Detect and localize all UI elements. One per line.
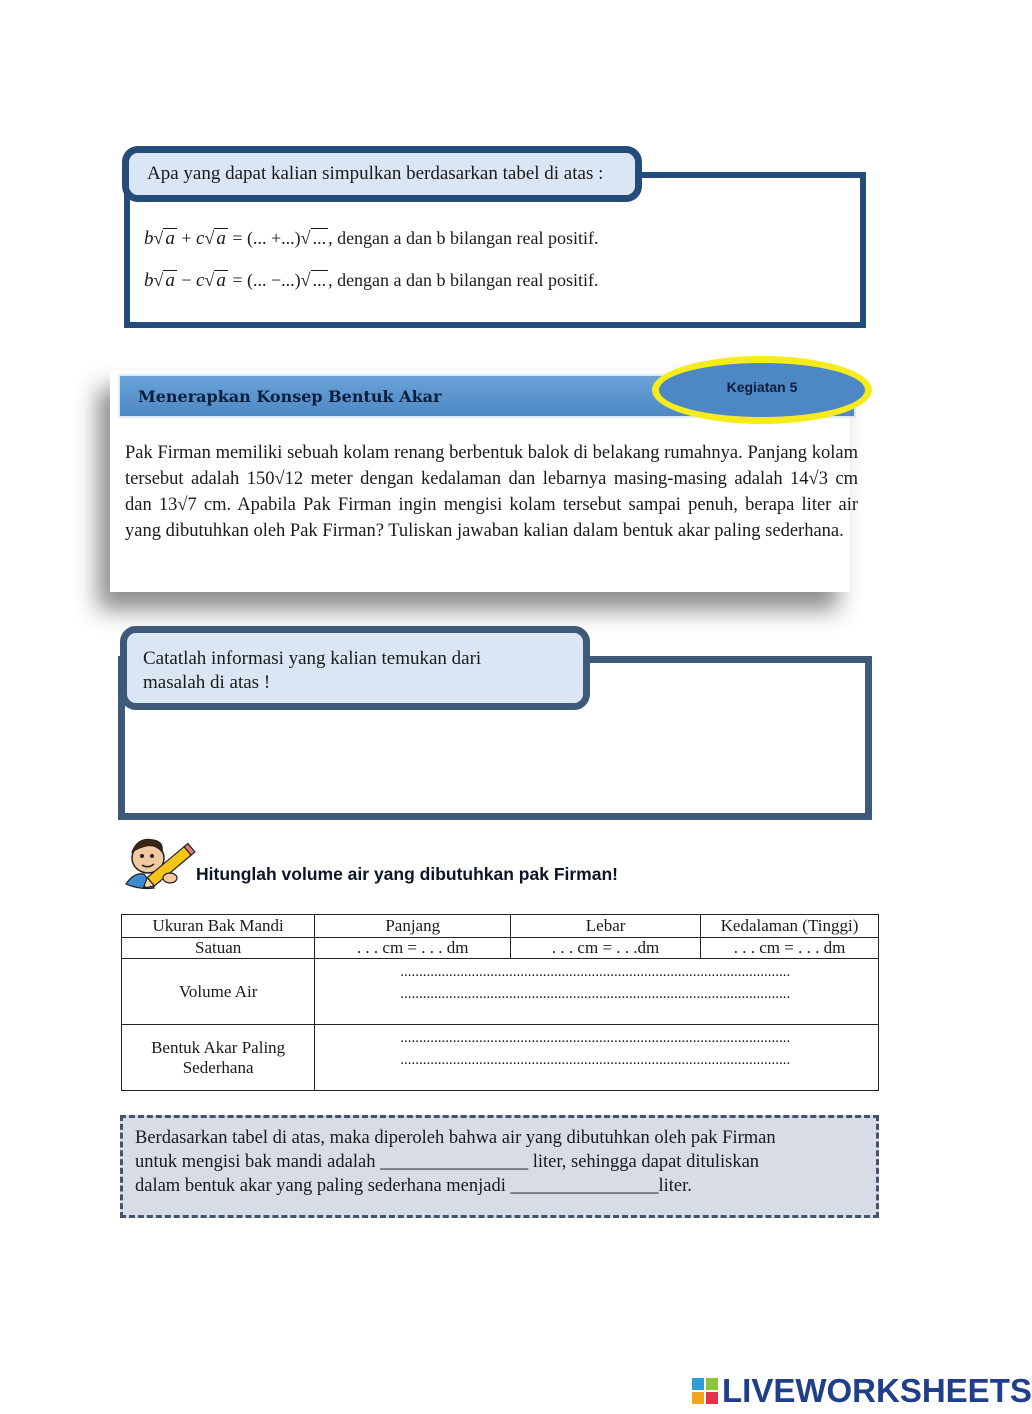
- final-line-with-blank[interactable]: dalam bentuk akar yang paling sederhana menjadi ________________liter.: [135, 1176, 692, 1196]
- formula-addition: b√ a + c√ a = (... +...)√ ... , dengan a dan b bilangan real positif.: [144, 228, 599, 249]
- logo-blocks-icon: [692, 1378, 718, 1404]
- final-line-with-blank[interactable]: untuk mengisi bak mandi adalah ________________ liter, sehingga dapat dituliskan: [135, 1152, 760, 1172]
- problem-text: Pak Firman memiliki sebuah kolam renang berbentuk balok di belakang rumahnya. Panjang kolam tersebut adalah 150√12 meter dengan kedalaman dan lebarnya masing-masing adalah 14√3 cm dan 13√7 cm. Apabila Pak Firman ingin mengisi kolam tersebut sampai penuh, berapa liter air yang dibutuhkan oleh Pak Firman? Tuliskan jawaban kalian dalam bentuk akar paling sederhana.: [125, 443, 858, 541]
- unit-conversion-width[interactable]: . . . cm = . . .dm: [511, 938, 701, 959]
- unit-conversion-length[interactable]: . . . cm = . . . dm: [315, 938, 511, 959]
- conclusion-heading: Apa yang dapat kalian simpulkan berdasarkan tabel di atas :: [122, 146, 642, 202]
- activity-title-bar: Menerapkan Konsep Bentuk Akar: [118, 374, 856, 418]
- unit-label: Satuan: [122, 938, 315, 959]
- table-header: Ukuran Bak Mandi: [122, 915, 315, 938]
- volume-table: [121, 914, 879, 1091]
- table-header: Lebar: [511, 915, 701, 938]
- notes-heading: Catatlah informasi yang kalian temukan dari masalah di atas !: [120, 626, 590, 710]
- volume-label: Volume Air: [122, 959, 315, 1025]
- table-header: Kedalaman (Tinggi): [701, 915, 879, 938]
- brand-name: LIVEWORKSHEETS: [722, 1372, 1032, 1409]
- simplest-form-label: Bentuk Akar Paling Sederhana: [122, 1025, 315, 1091]
- final-line: Berdasarkan tabel di atas, maka diperoleh bahwa air yang dibutuhkan oleh pak Firman: [135, 1128, 776, 1148]
- formula-subtraction: b√ a − c√ a = (... −...)√ ... , dengan a dan b bilangan real positif.: [144, 270, 599, 291]
- final-conclusion-box: [120, 1115, 879, 1218]
- table-header: Panjang: [315, 915, 511, 938]
- instruction-heading: Hitunglah volume air yang dibutuhkan pak Firman!: [196, 864, 618, 884]
- liveworksheets-logo: [692, 1372, 1032, 1410]
- activity-badge: Kegiatan 5: [652, 356, 872, 424]
- volume-answer-field[interactable]: ........................................................................................................ ........................................................................................................: [315, 959, 879, 1025]
- unit-conversion-depth[interactable]: . . . cm = . . . dm: [701, 938, 879, 959]
- pencil-character-icon: [118, 828, 200, 896]
- simplest-form-answer-field[interactable]: ........................................................................................................ ........................................................................................................: [315, 1025, 879, 1091]
